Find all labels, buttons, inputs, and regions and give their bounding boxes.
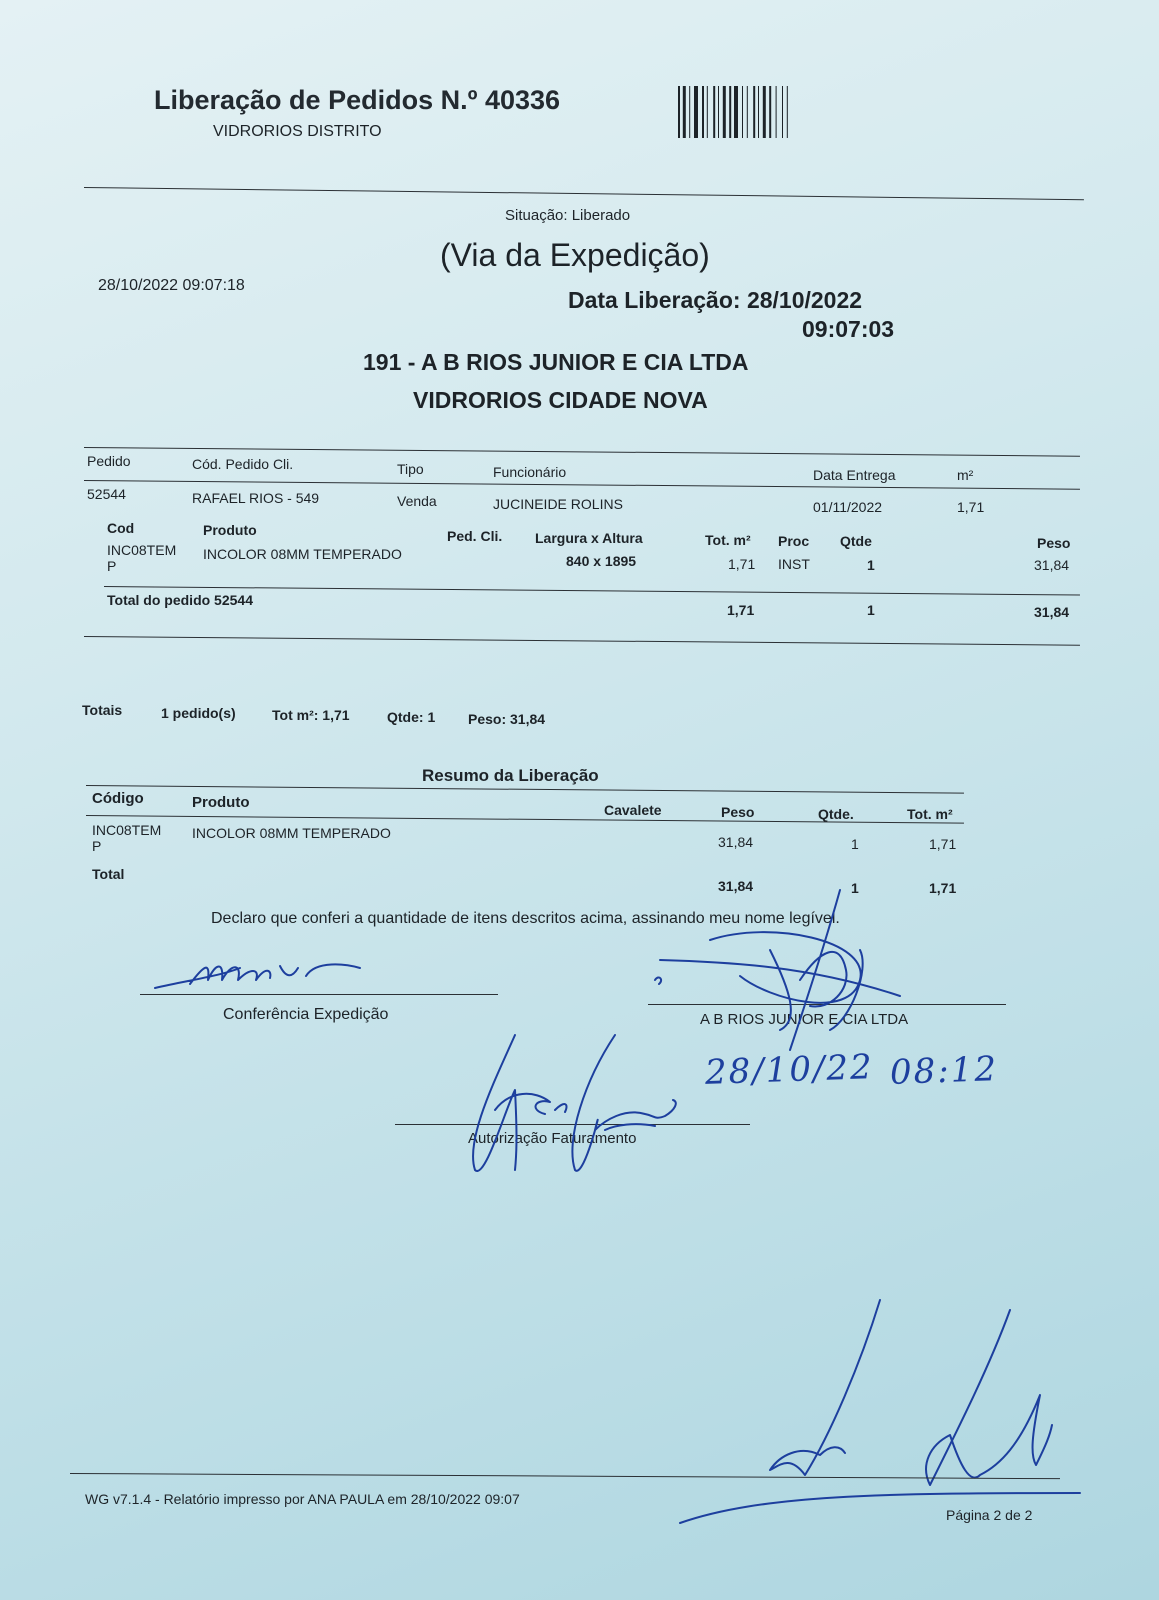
item-cod-line1: INC08TEM: [107, 542, 177, 558]
totals-orders: 1 pedido(s): [161, 705, 236, 721]
item-header-tot-m2: Tot. m²: [705, 532, 751, 548]
page-number: Página 2 de 2: [946, 1507, 1033, 1523]
totals-label: Totais: [82, 702, 123, 718]
client-name: 191 - A B RIOS JUNIOR E CIA LTDA: [363, 349, 749, 375]
header-divider: [84, 187, 1084, 200]
summary-tot-m2: 1,71: [929, 836, 957, 852]
item-header-dimensions: Largura x Altura: [535, 530, 643, 546]
col-header-tipo: Tipo: [397, 461, 424, 477]
autorizacao-signature-icon: [455, 1030, 695, 1180]
summary-header-qtde: Qtde.: [818, 806, 854, 822]
footer-signature-icon: [680, 1295, 1100, 1545]
client-branch: VIDRORIOS CIDADE NOVA: [413, 387, 708, 413]
summary-top-line: [86, 785, 964, 794]
summary-codigo-line1: INC08TEM: [92, 822, 162, 838]
handwritten-time: 08:12: [889, 1049, 999, 1093]
col-header-funcionario: Funcionário: [493, 464, 567, 480]
item-dimensions: 840 x 1895: [566, 553, 637, 569]
order-m2: 1,71: [957, 499, 985, 515]
company-branch: VIDRORIOS DISTRITO: [213, 123, 382, 140]
summary-total-qtde: 1: [851, 880, 859, 896]
order-total-m2: 1,71: [727, 602, 755, 618]
item-qtde: 1: [867, 557, 875, 573]
item-proc: INST: [778, 556, 810, 572]
item-peso: 31,84: [1034, 557, 1070, 573]
col-header-m2: m²: [957, 467, 974, 483]
col-header-data-entrega: Data Entrega: [813, 467, 896, 483]
release-time: 09:07:03: [802, 316, 895, 342]
summary-peso: 31,84: [718, 834, 754, 850]
summary-total-peso: 31,84: [718, 878, 754, 894]
footer-printed-by: WG v7.1.4 - Relatório impresso por ANA PAULA em 28/10/2022 09:07: [85, 1491, 520, 1507]
autorizacao-label: Autorização Faturamento: [468, 1130, 637, 1147]
totals-m2: Tot m²: 1,71: [272, 707, 350, 723]
item-cod-line2: P: [107, 558, 117, 574]
printed-datetime: 28/10/2022 09:07:18: [98, 277, 245, 294]
handwritten-date: 28/10/22: [704, 1047, 875, 1093]
summary-header-produto: Produto: [192, 794, 250, 811]
summary-header-tot-m2: Tot. m²: [907, 806, 953, 822]
item-header-qtde: Qtde: [840, 533, 872, 549]
document-title: Liberação de Pedidos N.º 40336: [154, 85, 561, 115]
item-product: INCOLOR 08MM TEMPERADO: [203, 546, 402, 562]
summary-title: Resumo da Liberação: [422, 766, 599, 785]
order-total-label: Total do pedido 52544: [107, 592, 253, 608]
item-header-proc: Proc: [778, 533, 810, 549]
item-header-produto: Produto: [203, 522, 257, 538]
item-header-cod: Cod: [107, 520, 135, 536]
col-header-cod-pedido-cli: Cód. Pedido Cli.: [192, 456, 294, 472]
summary-header-codigo: Código: [92, 790, 144, 807]
summary-header-peso: Peso: [721, 804, 755, 820]
summary-header-cavalete: Cavalete: [604, 802, 662, 818]
order-total-qtde: 1: [867, 602, 875, 618]
summary-codigo-line2: P: [92, 838, 102, 854]
item-header-peso: Peso: [1037, 535, 1071, 551]
summary-total-m2: 1,71: [929, 880, 957, 896]
summary-qtde: 1: [851, 836, 859, 852]
status-label: Situação: Liberado: [505, 207, 631, 224]
item-header-ped-cli: Ped. Cli.: [447, 528, 503, 544]
totals-qtde: Qtde: 1: [387, 709, 436, 725]
conferencia-signature-icon: [150, 950, 370, 1000]
item-tot-m2: 1,71: [728, 556, 756, 572]
client-signature-label: A B RIOS JUNIOR E CIA LTDA: [700, 1011, 909, 1028]
summary-total-label: Total: [92, 866, 125, 882]
col-header-pedido: Pedido: [87, 453, 131, 469]
order-number: 52544: [87, 486, 126, 502]
totals-weight: Peso: 31,84: [468, 711, 546, 727]
barcode-icon: [678, 86, 855, 138]
employee-name: JUCINEIDE ROLINS: [493, 496, 623, 512]
order-table-bottom-line: [84, 636, 1080, 646]
client-order-code: RAFAEL RIOS - 549: [192, 490, 320, 506]
release-date: Data Liberação: 28/10/2022: [568, 287, 863, 313]
via-label: (Via da Expedição): [440, 237, 710, 273]
delivery-date: 01/11/2022: [813, 499, 883, 515]
order-header-line: [84, 480, 1080, 490]
order-total-peso: 31,84: [1034, 604, 1070, 620]
conferencia-label: Conferência Expedição: [223, 1006, 389, 1023]
order-type: Venda: [397, 493, 437, 509]
declaration-text: Declaro que conferi a quantidade de itens descritos acima, assinando meu nome legível.: [211, 910, 840, 927]
summary-product: INCOLOR 08MM TEMPERADO: [192, 825, 391, 841]
